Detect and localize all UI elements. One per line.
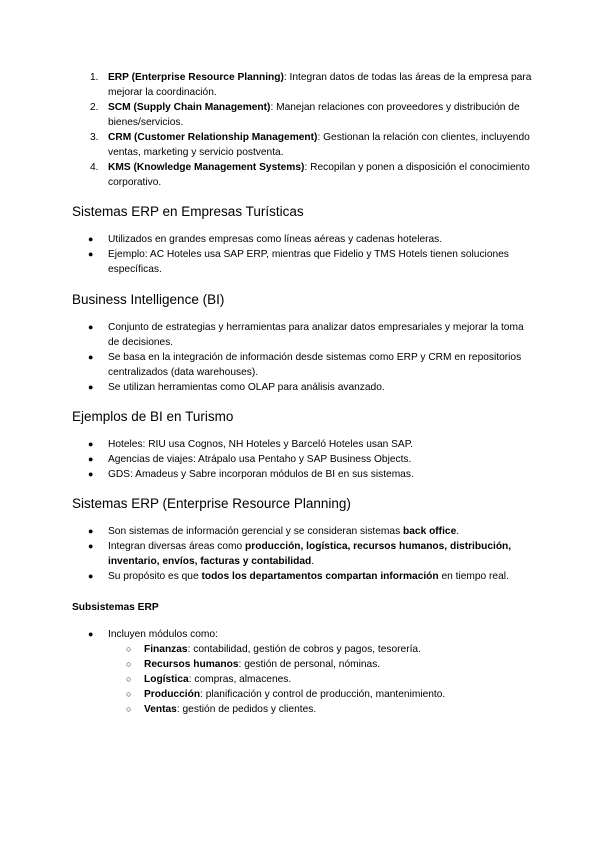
list-item bbox=[88, 524, 532, 539]
module-item bbox=[126, 672, 532, 687]
heading-bi-turismo: Ejemplos de BI en Turismo bbox=[72, 409, 234, 424]
list-item bbox=[90, 130, 532, 160]
module-item bbox=[126, 687, 532, 702]
circle-bullet-icon: ○ bbox=[126, 689, 132, 699]
circle-bullet-icon: ○ bbox=[126, 659, 132, 669]
list-text: Ejemplo: AC Hoteles usa SAP ERP, mientras que Fidelio y TMS Hotels tienen soluciones específicas. bbox=[108, 249, 509, 275]
list-item bbox=[88, 627, 532, 717]
module-name: Recursos humanos bbox=[144, 659, 239, 670]
list-text: : Recopilan y ponen a disposición el conocimiento corporativo. bbox=[108, 162, 530, 188]
list-item bbox=[88, 232, 532, 247]
module-desc: : planificación y control de producción, mantenimiento. bbox=[200, 689, 446, 700]
list-text: en tiempo real. bbox=[438, 571, 509, 582]
list-number: 4. bbox=[90, 162, 99, 173]
list-text: Agencias de viajes: Atrápalo usa Pentaho y SAP Business Objects. bbox=[108, 454, 412, 465]
list-term: CRM (Customer Relationship Management) bbox=[108, 132, 318, 143]
list-item bbox=[88, 247, 532, 277]
module-desc: : gestión de personal, nóminas. bbox=[238, 659, 381, 670]
list-text: : Integran datos de todas las áreas de la empresa para mejorar la coordinación. bbox=[108, 72, 532, 98]
list-item bbox=[90, 160, 532, 190]
heading-bi: Business Intelligence (BI) bbox=[72, 292, 225, 307]
module-name: Logística bbox=[144, 674, 189, 685]
list-text: Se utilizan herramientas como OLAP para análisis avanzado. bbox=[108, 382, 385, 393]
document-page bbox=[72, 70, 532, 717]
list-number: 3. bbox=[90, 132, 99, 143]
list-text: Utilizados en grandes empresas como líneas aéreas y cadenas hoteleras. bbox=[108, 234, 443, 245]
list-number: 2. bbox=[90, 102, 99, 113]
list-text: . bbox=[311, 556, 315, 567]
list-item bbox=[88, 569, 532, 584]
list-item bbox=[88, 350, 532, 380]
bullet-icon: ● bbox=[88, 352, 94, 362]
module-desc: : gestión de pedidos y clientes. bbox=[176, 704, 317, 715]
module-name: Producción bbox=[144, 689, 201, 700]
circle-bullet-icon: ○ bbox=[126, 704, 132, 714]
bullet-icon: ● bbox=[88, 469, 94, 479]
list-text: Integran diversas áreas como bbox=[108, 541, 246, 552]
heading-subsistemas: Subsistemas ERP bbox=[72, 602, 159, 613]
list-item bbox=[88, 320, 532, 350]
list-text: Se basa en la integración de información desde sistemas como ERP y CRM en repositorios centralizados (data warehouses). bbox=[108, 352, 522, 378]
erp-turismo-list bbox=[72, 232, 532, 277]
list-bold-text: todos los departamentos compartan información bbox=[201, 571, 439, 582]
list-item bbox=[88, 467, 532, 482]
bullet-icon: ● bbox=[88, 382, 94, 392]
bi-list bbox=[72, 320, 532, 395]
bullet-icon: ● bbox=[88, 249, 94, 259]
bullet-icon: ● bbox=[88, 541, 94, 551]
list-text: : Gestionan la relación con clientes, incluyendo ventas, marketing y servicio postventa. bbox=[108, 132, 530, 158]
list-text: Son sistemas de información gerencial y se consideran sistemas bbox=[108, 526, 404, 537]
bullet-icon: ● bbox=[88, 322, 94, 332]
module-item bbox=[126, 657, 532, 672]
heading-erp-turismo: Sistemas ERP en Empresas Turísticas bbox=[72, 204, 304, 219]
module-desc: : contabilidad, gestión de cobros y pagos, tesorería. bbox=[187, 644, 421, 655]
list-item bbox=[88, 539, 532, 569]
list-text: Conjunto de estrategias y herramientas para analizar datos empresariales y mejorar la toma de decisiones. bbox=[108, 322, 524, 348]
erp-list bbox=[72, 524, 532, 584]
list-text: Hoteles: RIU usa Cognos, NH Hoteles y Barceló Hoteles usan SAP. bbox=[108, 439, 414, 450]
bullet-icon: ● bbox=[88, 234, 94, 244]
list-text: . bbox=[456, 526, 460, 537]
systems-numbered-list bbox=[72, 70, 532, 190]
list-term: KMS (Knowledge Management Systems) bbox=[108, 162, 305, 173]
bullet-icon: ● bbox=[88, 454, 94, 464]
bi-turismo-list bbox=[72, 437, 532, 482]
list-text: Incluyen módulos como: bbox=[108, 629, 218, 640]
module-name: Finanzas bbox=[144, 644, 188, 655]
bullet-icon: ● bbox=[88, 439, 94, 449]
list-term: SCM (Supply Chain Management) bbox=[108, 102, 271, 113]
list-text: : Manejan relaciones con proveedores y distribución de bienes/servicios. bbox=[108, 102, 520, 128]
modules-sublist bbox=[108, 642, 532, 717]
list-bold-text: producción, logística, recursos humanos, distribución, inventario, envíos, facturas y contabilidad bbox=[108, 541, 512, 567]
bullet-icon: ● bbox=[88, 526, 94, 536]
circle-bullet-icon: ○ bbox=[126, 644, 132, 654]
subsistemas-list bbox=[72, 627, 532, 717]
bullet-icon: ● bbox=[88, 629, 94, 639]
bullet-icon: ● bbox=[88, 571, 94, 581]
module-item bbox=[126, 702, 532, 717]
list-item bbox=[90, 100, 532, 130]
list-item bbox=[88, 380, 532, 395]
module-name: Ventas bbox=[144, 704, 177, 715]
list-item bbox=[88, 437, 532, 452]
list-number: 1. bbox=[90, 72, 99, 83]
list-text: Su propósito es que bbox=[108, 571, 202, 582]
circle-bullet-icon: ○ bbox=[126, 674, 132, 684]
heading-erp: Sistemas ERP (Enterprise Resource Planning) bbox=[72, 496, 351, 511]
list-item bbox=[90, 70, 532, 100]
list-term: ERP (Enterprise Resource Planning) bbox=[108, 72, 284, 83]
module-desc: : compras, almacenes. bbox=[188, 674, 292, 685]
list-item bbox=[88, 452, 532, 467]
list-bold-text: back office bbox=[403, 526, 457, 537]
list-text: GDS: Amadeus y Sabre incorporan módulos de BI en sus sistemas. bbox=[108, 469, 414, 480]
module-item bbox=[126, 642, 532, 657]
